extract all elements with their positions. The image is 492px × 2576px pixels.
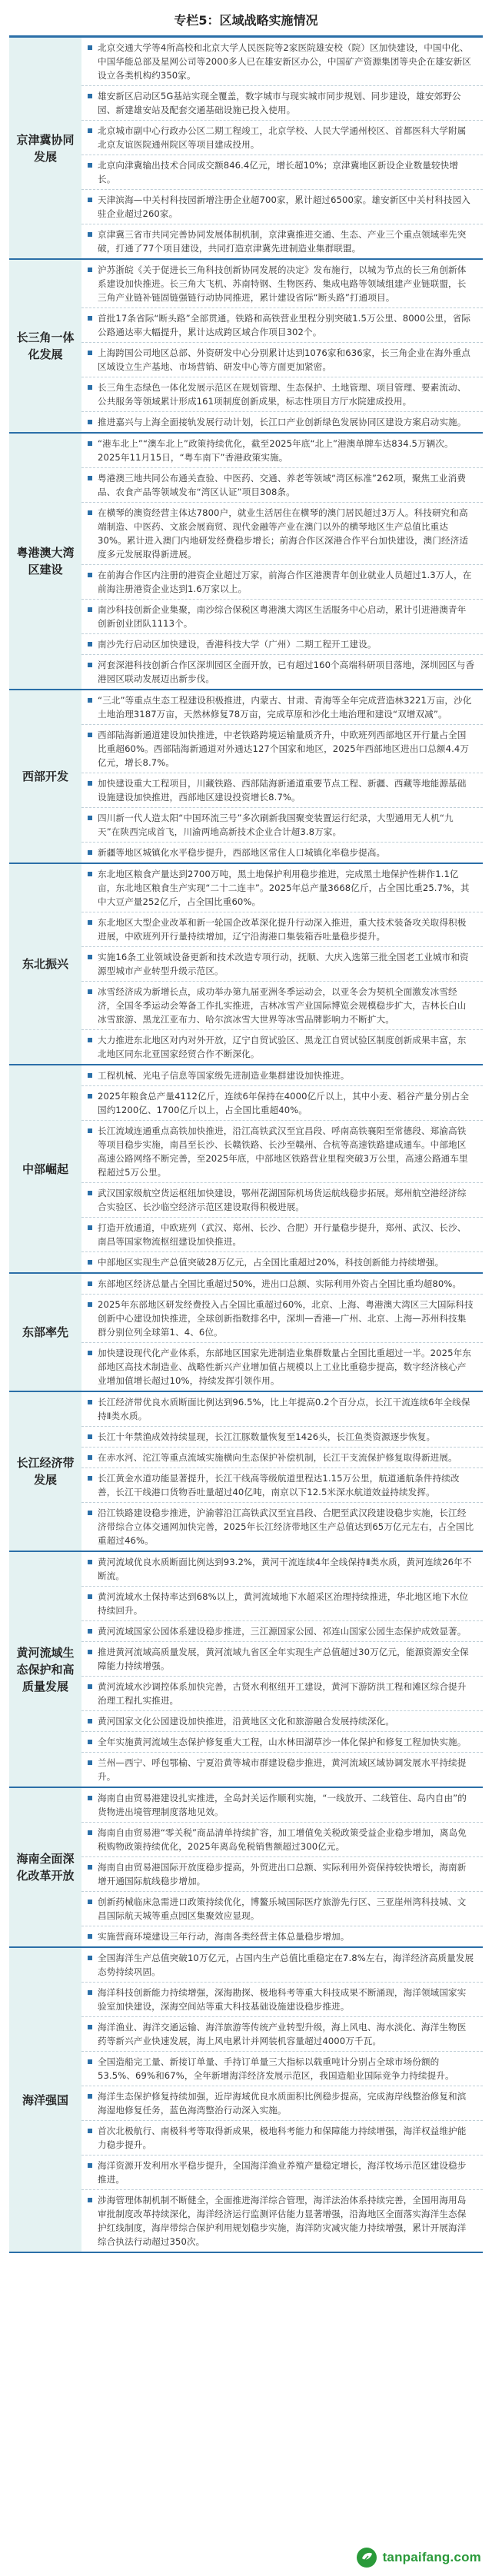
bullet-icon [88,2059,92,2064]
section-label: 长江经济带发展 [9,1392,81,1552]
list-item [81,1983,483,2017]
list-item [81,864,483,912]
bullet-icon [88,1281,92,1286]
list-item-text: 兰州—西宁、呼包鄂榆、宁夏沿黄等城市群建设稳步推进，黄河流域区域协调发展水平持续提升。 [98,1757,467,1782]
list-item-text: 打造开放通道，中欧班列（武汉、郑州、长沙、合肥）开行量稳步提升，郑州、武汉、长沙、南昌等国家物流枢纽建设加快推进。 [98,1222,467,1247]
list-item-text: 沪苏浙皖《关于促进长三角科技创新协同发展的决定》发布施行，以城为节点的长三角创新体系建设加快推进。长三角大飞机、苏南特钢、生物医药、集成电路等领域组建产业链联盟，长三角产业链补链固链强链行动协同推进，累计建设省际“断头路”打通项目。 [98,264,467,303]
bullet-icon [88,2025,92,2029]
list-item-text: 北京城市副中心行政办公区二期工程竣工，北京学校、人民大学通州校区、首都医科大学附属北京友谊医院通州院区等项目建成投用。 [98,125,467,150]
list-item [81,1252,483,1272]
section-row [9,434,483,690]
list-item-text: 全年实施黄河流域生态保护修复重大工程，山水林田湖草沙一体化保护和修复工程加快实施。 [98,1737,467,1747]
list-item-text: 推进黄河流域高质量发展，黄河流域九省区全年实现生产总值超过30万亿元，能源资源安全保障能力持续增强。 [98,1647,469,1671]
bullet-icon [88,850,92,855]
section-items [81,38,483,260]
list-item [81,1468,483,1503]
bullet-icon [88,573,92,577]
list-item [81,982,483,1030]
section-row [9,1552,483,1788]
bullet-icon [88,45,92,50]
list-item [81,1711,483,1732]
section-row [9,1392,483,1552]
list-item [81,947,483,982]
bullet-icon [88,1455,92,1460]
bullet-icon [88,385,92,390]
list-item-text: 实施16条工业领域设备更新和技术改造专项行动，抚顺、大庆入选第三批全国老工业城市和资源型城市产业转型升级示范区。 [98,952,469,976]
bullet-icon [88,1796,92,1800]
logo-icon [355,2546,378,2569]
list-item-text: 推进嘉兴与上海全面接轨发展行动计划，长江口产业创新绿色发展协同区建设方案启动实施。 [98,417,467,427]
list-item [81,1857,483,1892]
section-items [81,1274,483,1392]
list-item-text: 长江十年禁渔成效持续显现，长江江豚数量恢复至1426头，长江鱼类资源逐步恢复。 [98,1431,436,1442]
bullet-icon [88,920,92,925]
section-label: 黄河流域生态保护和高质量发展 [9,1552,81,1788]
bullet-icon [88,1260,92,1265]
watermark-text: tanpaifang.com [382,2550,481,2564]
list-item [81,260,483,308]
list-item-text: 北京交通大学等4所高校和北京大学人民医院等2家医院雄安校（院）区加快建设，中国中化、中国华能总部及星网公司等2000多人已在雄安新区办公，中国矿产资源集团等央企在雄安新区设立各类机构约350家。 [98,42,471,81]
list-item-text: 长江黄金水道功能显著提升，长江干线高等级航道里程达1.15万公里，航道通航条件持续改善，长江干线港口货物吞吐量超过40亿吨，南京以下12.5米深水航道效益持续发挥。 [98,1473,460,1497]
section-label: 东北振兴 [9,864,81,1065]
list-item-text: 在前海合作区内注册的港资企业超过万家，前海合作区港澳青年创业就业人员超过1.3万人，在前海注册港资企业达到1.6万家以上。 [98,570,472,594]
list-item-text: 冰雪经济成为新增长点，成功举办第九届亚洲冬季运动会，以亚冬会为契机全面激发冰雪经济，全国冬季运动会筹备工作扎实推进，吉林冰雪产业国际博览会规模稳步扩大，吉林长白山冰雪旅游、黑龙江亚布力、哈尔滨冰雪大世界等冰雪品牌影响力不断扩大。 [98,986,467,1025]
list-item-text: 创新药械临床急需进口政策持续优化，博鳌乐城国际医疗旅游先行区、三亚崖州湾科技城、文昌国际航天城等重点园区集聚效应显现。 [98,1896,467,1921]
section-label: 海南全面深化改革开放 [9,1788,81,1948]
list-item [81,434,483,468]
list-item [81,1448,483,1468]
section-items [81,1065,483,1274]
section-label: 东部率先 [9,1274,81,1392]
section-label: 京津冀协同发展 [9,38,81,260]
bullet-icon [88,1594,92,1599]
list-item-text: 实施营商环境建设三年行动，海南各类经营主体总量稳步增加。 [98,1931,350,1942]
list-item [81,1065,483,1086]
list-item [81,1587,483,1621]
bullet-icon [88,1128,92,1133]
page-title: 专栏5：区域战略实施情况 [174,13,318,28]
section-items [81,1948,483,2253]
strategy-table [9,35,483,2253]
list-item [81,808,483,843]
list-item [81,565,483,600]
list-item [81,412,483,432]
bullet-icon [88,198,92,202]
list-item-text: 四川新一代人造太阳“中国环流三号”多次刷新我国聚变装置运行纪录，大型通用无人机“九天”在陕西完成首飞，川渝两地高新技术企业合计超3.8万家。 [98,813,454,837]
section-label: 西部开发 [9,690,81,864]
bullet-icon [88,2198,92,2202]
list-item [81,1621,483,1642]
list-item-text: 南沙科技创新企业集聚，南沙综合保税区粤港澳大湾区生活服务中心启动，累计引进港澳青年创新创业团队1113个。 [98,604,467,629]
list-item [81,2086,483,2121]
list-item-text: 东部地区经济总量占全国比重超过50%，进出口总额、实际利用外资占全国比重均超80%。 [98,1278,462,1289]
list-item-text: 天津滨海—中关村科技园新增注册企业超700家，累计超过6500家。雄安新区中关村科技园入驻企业超过260家。 [98,194,471,219]
bullet-icon [88,1865,92,1870]
list-item [81,377,483,412]
bullet-icon [88,872,92,876]
list-item-text: 长江流域连通重点高铁加快推进，沿江高铁武汉至宜昌段、呼南高铁襄阳至常德段、郑渝高铁等项目稳步实施，南昌至长沙、长赣铁路、长沙至赣州、合杭等高速铁路建成通车。中部地区高速公路网络不断完善，至2025年底，中部地区铁路营业里程突破3万公里，高速公路通车里程超过5万公里。 [98,1125,468,1178]
section-row [9,1948,483,2253]
list-item [81,2121,483,2156]
bullet-icon [88,351,92,355]
bullet-icon [88,2163,92,2168]
list-item-text: 长江经济带优良水质断面比例达到96.5%，比上年提高0.2个百分点，长江干流连续6年全线保持Ⅱ类水质。 [98,1397,470,1421]
list-item [81,155,483,190]
section-row [9,1274,483,1392]
list-item-text: 工程机械、光电子信息等国家级先进制造业集群建设加快推进。 [98,1070,350,1081]
bullet-icon [88,1760,92,1765]
bullet-icon [88,1434,92,1439]
list-item-text: 2025年粮食总产量4112亿斤，连续6年保持在4000亿斤以上，其中小麦、稻谷产量分别占全国约1200亿、1700亿斤以上，占全国比重超40%。 [98,1091,470,1115]
bullet-icon [88,1191,92,1195]
bullet-icon [88,816,92,820]
list-item [81,1295,483,1343]
list-item-text: 海洋渔业、海洋交通运输、海洋旅游等传统产业转型升级，海上风电、海水淡化、海洋生物医药等新兴产业快速发展，海上风电累计并网装机容量超过4000万千瓦。 [98,2022,467,2046]
list-item [81,503,483,565]
bullet-icon [88,1073,92,1078]
list-item-text: 黄河流域优良水质断面比例达到93.2%，黄河干流连续4年全线保持Ⅱ类水质，黄河连续26年不断流。 [98,1557,472,1581]
bullet-icon [88,2129,92,2133]
list-item [81,190,483,224]
list-item [81,1030,483,1064]
bullet-icon [88,441,92,446]
bullet-icon [88,781,92,786]
list-item-text: 海洋生态保护修复持续加强，近岸海域优良水质面积比例稳步提高，完成海岸线整治修复和滨海湿地修复任务，蓝色海湾整治行动深入实施。 [98,2091,467,2116]
list-item-text: 海洋科技创新能力持续增强，深海勘探、极地科考等重大科技成果不断涌现，海洋领域国家实验室加快建设，深海空间站等重大科技基础设施建设稳步推进。 [98,1987,467,2012]
list-item [81,2190,483,2252]
section-label: 长三角一体化发展 [9,260,81,434]
list-item [81,1788,483,1823]
bullet-icon [88,420,92,424]
list-item-text: 海南自由贸易港国际开放度稳步提高，外贸进出口总额、实际利用外资保持较快增长，海南新增开通国际航线稳步增加。 [98,1862,467,1886]
list-item [81,634,483,655]
list-item [81,1343,483,1391]
list-item-text: “三北”等重点生态工程建设积极推进，内蒙古、甘肃、青海等全年完成营造林3221万亩，沙化土地治理3187万亩，天然林修复78万亩，完成草原和沙化土地治理和建设“双增双减”。 [98,695,472,720]
list-item-text: 全国海洋生产总值突破10万亿元，占国内生产总值比重稳定在7.8%左右，海洋经济高质量发展态势持续巩固。 [98,1953,474,1977]
bullet-icon [88,128,92,133]
list-item [81,2052,483,2086]
list-item [81,1823,483,1857]
list-item [81,2017,483,2052]
section-items [81,1392,483,1552]
list-item [81,1926,483,1946]
bullet-icon [88,1560,92,1564]
section-row [9,690,483,864]
section-items [81,260,483,434]
bullet-icon [88,1400,92,1404]
list-item-text: 黄河流域国家公园体系建设稳步推进，三江源国家公园、祁连山国家公园生态保护成效显著。 [98,1626,467,1637]
list-item-text: 东北地区大型企业改革和新一轮国企改革深化提升行动深入推进，重大技术装备攻关取得积极进展，中欧班列开行量持续增加，辽宁沿海港口集装箱吞吐量稳步提升。 [98,917,467,942]
list-item [81,86,483,121]
list-item [81,1274,483,1295]
section-row [9,1788,483,1948]
list-item [81,1753,483,1787]
section-items [81,1552,483,1788]
list-item [81,725,483,773]
bullet-icon [88,1094,92,1099]
list-item-text: 2025年东部地区研发经费投入占全国比重超过60%，北京、上海、粤港澳大湾区三大国际科技创新中心建设加快推进，全球创新指数排名中，深圳—香港—广州、北京、上海—苏州科技集群分别位列全球第1、4、6位。 [98,1299,474,1338]
list-item [81,1677,483,1711]
list-item [81,1086,483,1121]
list-item [81,773,483,808]
bullet-icon [88,1740,92,1744]
list-item-text: 全国造船完工量、新接订单量、手持订单量三大指标以载重吨计分别占全球市场份额的53.5%、69%和67%，全年新增海洋经济发展示范区，我国造船业国际竞争力持续提升。 [98,2056,454,2081]
list-item [81,468,483,503]
list-item [81,912,483,947]
list-item-text: 黄河流域水土保持率达到68%以上，黄河流域地下水超采区治理持续推进，华北地区地下水位持续回升。 [98,1591,469,1616]
list-item [81,1892,483,1926]
section-items [81,690,483,864]
bullet-icon [88,989,92,994]
bullet-icon [88,955,92,959]
list-item-text: “港车北上”“澳车北上”政策持续优化，截至2025年底“北上”港澳单牌车达834.5万辆次。2025年11月15日，“粤车南下”香港政策实施。 [98,438,454,463]
list-item [81,343,483,377]
list-item [81,1121,483,1183]
bullet-icon [88,663,92,667]
list-item-text: 海南自由贸易港“零关税”商品清单持续扩容，加工增值免关税政策受益企业稳步增加，离岛免税购物政策持续优化，2025年离岛免税销售额超过300亿元。 [98,1827,467,1852]
bullet-icon [88,1719,92,1723]
list-item-text: 武汉国家级航空货运枢纽加快建设，鄂州花湖国际机场货运航线稳步拓展。郑州航空港经济综合实验区、长沙临空经济示范区建设取得积极进展。 [98,1188,467,1212]
bullet-icon [88,1476,92,1481]
list-item [81,1183,483,1218]
section-items [81,434,483,690]
list-item [81,224,483,258]
list-item-text: 涉海管理体制机制不断健全，全面推进海洋综合管理，海洋法治体系持续完善，全国用海用岛审批制度改革持续深化，海洋经济运行监测评估能力显著增强，沿海地区全面落实海洋生态保护红线制度，海岸带综合保护利用规划稳步实施，海洋防灾减灾能力持续增强，累计开展海洋综合执法行动超过350次。 [98,2195,467,2247]
list-item-text: 黄河流域水沙调控体系加快完善，古贤水利枢纽开工建设，黄河下游防洪工程和滩区综合提升治理工程扎实推进。 [98,1681,467,1706]
section-row [9,1065,483,1274]
list-item-text: 海洋资源开发利用水平稳步提升，全国海洋渔业养殖产量稳定增长，海洋牧场示范区建设稳步推进。 [98,2160,467,2185]
bullet-icon [88,316,92,321]
bullet-icon [88,163,92,168]
section-row [9,260,483,434]
section-row [9,864,483,1065]
list-item-text: 沿江铁路建设稳步推进，沪渝蓉沿江高铁武汉至宜昌段、合肥至武汉段建设稳步实施，长江经济带综合立体交通网加快完善，2025年长江经济带地区生产总值达到65万亿元左右，占全国比重超过46%。 [98,1507,474,1546]
list-item [81,1732,483,1753]
bullet-icon [88,1351,92,1355]
bullet-icon [88,94,92,98]
section-label: 粤港澳大湾区建设 [9,434,81,690]
list-item [81,600,483,634]
bullet-icon [88,1830,92,1835]
list-item-text: 首批17条省际“断头路”全部贯通。铁路和高铁营业里程分别突破1.5万公里、8000公里，省际公路通达率大幅提升，累计达成跨区域合作项目302个。 [98,313,471,337]
bullet-icon [88,232,92,237]
list-item-text: 雄安新区启动区5G基站实现全覆盖，数字城市与现实城市同步规划、同步建设，雄安郊野公园、新建雄安站及配套交通基础设施已投入使用。 [98,91,461,115]
bullet-icon [88,476,92,480]
bullet-icon [88,1511,92,1515]
list-item-text: 南沙先行启动区加快建设，香港科技大学（广州）二期工程开工建设。 [98,639,377,650]
list-item-text: 加快建设现代化产业体系，东部地区国家先进制造业集群数量占全国比重超过一半。2025年东部地区高技术制造业、战略性新兴产业增加值占规模以上工业比重稳步提高，数字经济核心产业增加值增长超过10%，持续发挥引领作用。 [98,1348,471,1386]
bullet-icon [88,642,92,646]
list-item-text: 中部地区实现生产总值突破28万亿元，占全国比重超过20%，科技创新能力持续增强。 [98,1257,444,1268]
list-item-text: 东北地区粮食产量达到2700万吨，黑土地保护利用稳步推进，完成黑土地保护性耕作1.1亿亩，东北地区粮食生产实现“二十二连丰”。2025年总产量3668亿斤，占全国比重25.7%，其中大豆产量252亿斤，占全国比重60%。 [98,869,470,907]
bullet-icon [88,1990,92,1995]
list-item-text: 新疆等地区城镇化水平稳步提升，西部地区常住人口城镇化率稳步提高。 [98,847,386,858]
bullet-icon [88,1956,92,1960]
list-item-text: 大力推进东北地区对内对外开放，辽宁自贸试验区、黑龙江自贸试验区制度创新成果丰富，东北地区同东北亚国家经贸合作不断深化。 [98,1035,467,1059]
list-item [81,1218,483,1252]
list-item-text: 北京向津冀输出技术合同成交额846.4亿元，增长超10%；京津冀地区新设企业数量较快增长。 [98,160,459,184]
list-item [81,1392,483,1427]
section-label: 海洋强国 [9,1948,81,2253]
bullet-icon [88,1629,92,1634]
list-item-text: 京津冀三省市共同完善协同发展体制机制，京津冀推进交通、生态、产业三个重点领域率先突破，打通了77个项目建设，共同打造京津冀先进制造业集群联盟。 [98,229,467,254]
bullet-icon [88,698,92,703]
list-item [81,843,483,863]
bullet-icon [88,268,92,272]
list-item-text: 首次北极航行、南极科考等取得新成果，极地科考能力和保障能力持续增强，海洋权益维护能力稳步提升。 [98,2126,467,2150]
list-item [81,1642,483,1677]
bullet-icon [88,1900,92,1904]
list-item [81,1552,483,1587]
list-item-text: 西部陆海新通道建设加快推进，中老铁路跨境运输量质齐升，中欧班列西部地区开行量占全国比重超60%。西部陆海新通道对外通达127个国家和地区，2025年西部地区进出口总额4.4万亿元，增长8.7%。 [98,730,470,768]
list-item [81,690,483,725]
list-item [81,38,483,86]
list-item [81,1948,483,1983]
section-label: 中部崛起 [9,1065,81,1274]
bullet-icon [88,733,92,737]
list-item [81,121,483,155]
watermark [355,2544,481,2571]
list-item-text: 河套深港科技创新合作区深圳园区全面开放，已有超过160个高端科研项目落地，深圳园区与香港园区联动发展迈出新步伐。 [98,660,475,684]
list-item-text: 黄河国家文化公园建设加快推进，沿黄地区文化和旅游融合发展持续深化。 [98,1716,394,1727]
bullet-icon [88,1038,92,1042]
bullet-icon [88,1302,92,1307]
section-items [81,1788,483,1948]
bullet-icon [88,607,92,612]
list-item-text: 在横琴的澳资经营主体达7800户，就业生活居住在横琴的澳门居民超过3万人。科技研究和高端制造、中医药、文旅会展商贸、现代金融等产业在澳门以外的横琴地区生产总值比重达30%。累计进入澳门内地研发经费稳步增长；前海合作区深港合作平台加快建设，澳门经济适度多元发展取得新进展。 [98,507,469,560]
section-row [9,38,483,260]
bullet-icon [88,1650,92,1654]
list-item [81,1427,483,1448]
list-item-text: 海南自由贸易港建设扎实推进，全岛封关运作顺利实施，“一线放开、二线管住、岛内自由”的货物进出境管理制度落地见效。 [98,1793,467,1817]
list-item-text: 加快建设重大工程项目，川藏铁路、西部陆海新通道重要节点工程、新疆、西藏等地能源基础设施建设加快推进，西部地区建设投资增长8.7%。 [98,778,467,803]
list-item [81,308,483,343]
bullet-icon [88,510,92,515]
list-item [81,655,483,689]
list-item-text: 长三角生态绿色一体化发展示范区在规划管理、生态保护、土地管理、项目管理、要素流动、公共服务等领域累计形成161项制度创新成果，标志性项目方厅水院建成投用。 [98,382,467,407]
list-item-text: 上海跨国公司地区总部、外资研发中心分别累计达到1076家和636家，长三角企业在海外重点区域设立生产基地、市场营销、研发中心等方面更加紧密。 [98,347,471,372]
list-item [81,2156,483,2190]
list-item [81,1503,483,1551]
section-items [81,864,483,1065]
bullet-icon [88,2094,92,2099]
bullet-icon [88,1225,92,1230]
bullet-icon [88,1934,92,1939]
list-item-text: 在赤水河、沱江等重点流域实施横向生态保护补偿机制，长江干支流保护修复取得新进展。 [98,1452,457,1463]
list-item-text: 粤港澳三地共同公布通关查验、中医药、交通、养老等领域“湾区标准”262项，聚焦工业消费品、农食产品等领域发布“湾区认证”项目308条。 [98,473,467,497]
bullet-icon [88,1684,92,1689]
